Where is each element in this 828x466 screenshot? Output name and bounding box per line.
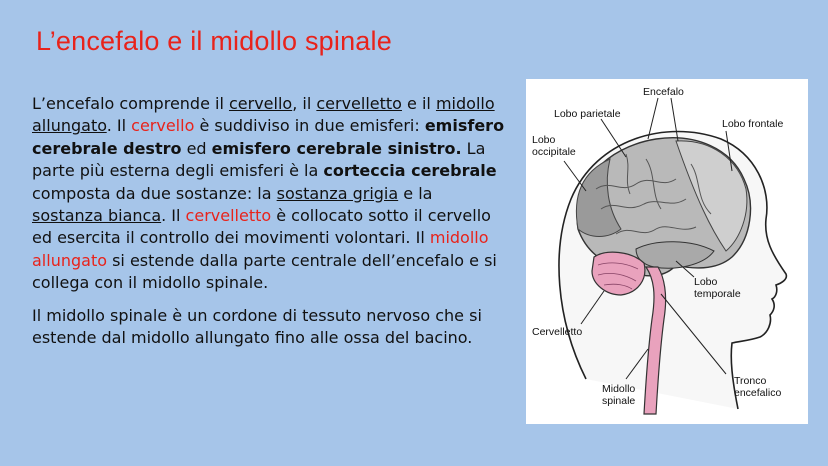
label-encefalo: Encefalo xyxy=(643,86,684,98)
term-sostanza-grigia: sostanza grigia xyxy=(276,183,399,203)
label-lobo-occipitale: Lobo xyxy=(532,134,556,146)
term-cervelletto: cervelletto xyxy=(316,94,402,113)
label-tronco-encefalico: Tronco xyxy=(734,375,767,387)
paragraph-encefalo xyxy=(32,93,506,295)
text-run: si estende dalla parte centrale dell’encefalo e si collega con il midollo spinale. xyxy=(32,250,497,293)
term-midollo-allungato: midollo allungato xyxy=(32,94,495,136)
term-cervello: cervello xyxy=(228,94,293,113)
label-tronco-encefalico-2: encefalico xyxy=(734,387,782,399)
bold-corteccia: corteccia cerebrale xyxy=(323,161,497,181)
text-run: L’encefalo comprende il xyxy=(32,94,229,113)
bold-emisfero-destro: emisfero cerebrale destro xyxy=(32,116,505,158)
label-lobo-temporale-2: temporale xyxy=(694,288,741,300)
text-run: è suddiviso in due emisferi: xyxy=(194,116,425,136)
text-run: La parte più esterna degli emisferi è la xyxy=(32,138,486,181)
label-lobo-frontale: Lobo frontale xyxy=(722,118,784,130)
brain-diagram xyxy=(526,79,808,424)
label-lobo-parietale: Lobo parietale xyxy=(554,108,621,120)
label-lobo-temporale: Lobo xyxy=(694,276,718,288)
highlight-cervelletto: cervelletto xyxy=(185,206,272,226)
highlight-cervello: cervello xyxy=(131,116,195,136)
brain-illustration xyxy=(526,79,808,424)
text-run: composta da due sostanze: la xyxy=(32,183,277,203)
label-midollo-spinale-2: spinale xyxy=(602,395,636,407)
text-run: ed xyxy=(181,138,212,158)
text-run: e il xyxy=(401,94,436,113)
bold-emisfero-sinistro: emisfero cerebrale sinistro. xyxy=(211,138,462,158)
paragraph-midollo-spinale: Il midollo spinale è un cordone di tessuto nervoso che si estende dal midollo allungato fino alle ossa del bacino. xyxy=(32,305,482,348)
label-midollo-spinale: Midollo xyxy=(602,383,636,395)
text-run: è collocato sotto il cervello ed esercita il controllo dei movimenti volontari. Il xyxy=(32,206,491,248)
label-lobo-occipitale-2: occipitale xyxy=(532,146,576,158)
text-run: . Il xyxy=(161,206,186,226)
body-text xyxy=(32,93,506,359)
text-run: . Il xyxy=(106,116,132,136)
slide-title: L’encefalo e il midollo spinale xyxy=(36,26,392,56)
highlight-midollo-allungato: midollo allungato xyxy=(32,228,489,270)
label-cervelletto: Cervelletto xyxy=(532,326,583,338)
text-run: , il xyxy=(292,94,317,113)
text-run: e la xyxy=(398,183,433,203)
term-sostanza-bianca: sostanza bianca xyxy=(32,206,162,226)
